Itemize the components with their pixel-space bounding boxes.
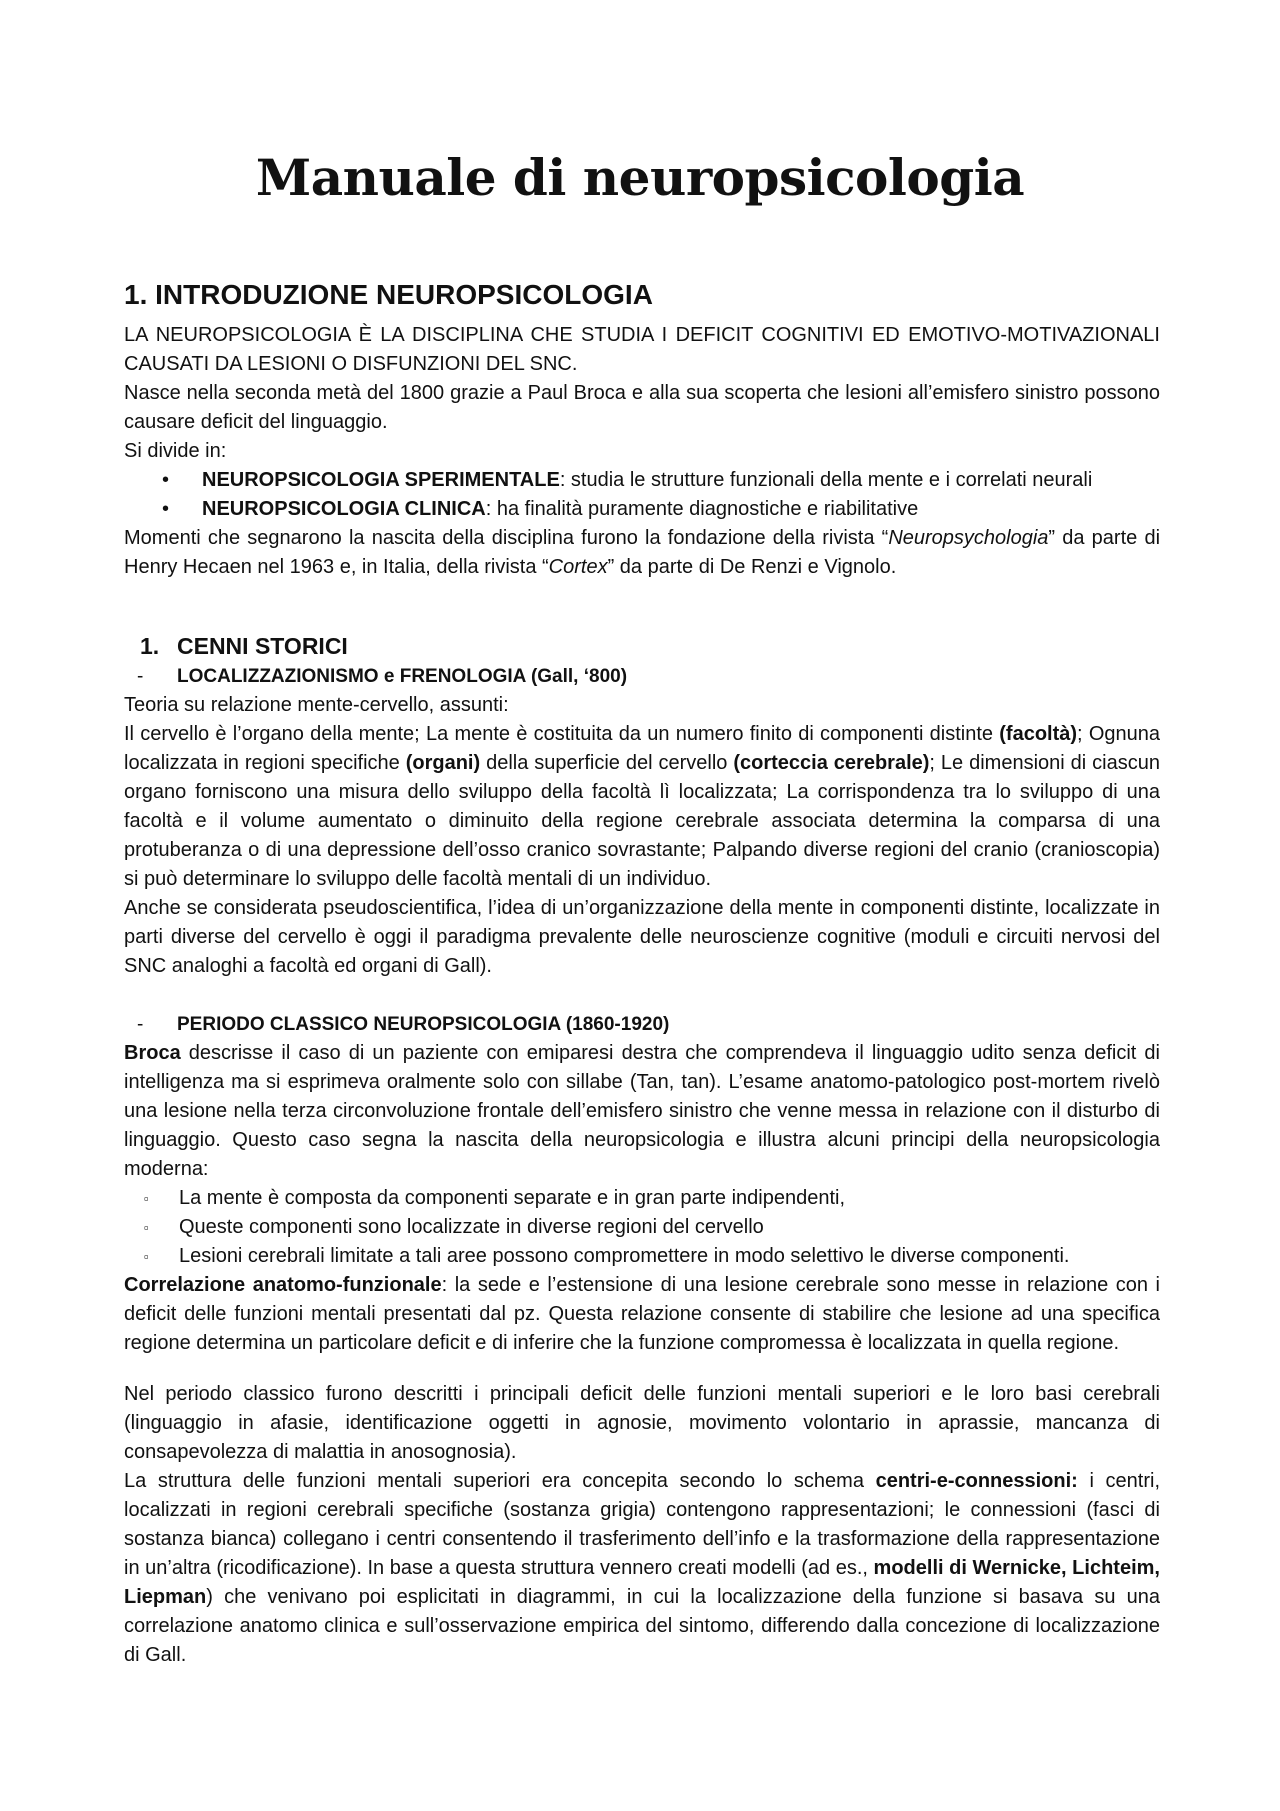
section-heading-introduzione: 1. INTRODUZIONE NEUROPSICOLOGIA xyxy=(124,279,653,310)
bullet-icon: • xyxy=(162,498,170,520)
divides-label: Si divide in: xyxy=(124,440,227,462)
list-item: ▫ Queste componenti sono localizzate in diverse regioni del cervello xyxy=(124,1213,1160,1242)
list-item xyxy=(124,466,1160,495)
journal-name: Neuropsychologia xyxy=(888,527,1049,549)
gall-assumptions-paragraph: Il cervello è l’organo della mente; La mente è costituita da un numero finito di componenti distinte (facoltà); Ognuna localizzata in regioni specifiche (organi) della superficie del cervello (corteccia cerebrale); Le dimensioni di ciascun organo forniscono una misura dello sviluppo della facoltà lì localizzata; La corrispondenza tra lo sviluppo di una facoltà e il volume aumentato o diminuito della regione cerebrale associata determina la comparsa di una protuberanza o di una depressione dell’osso cranico sovrastante; Palpando diverse regioni del cranio (cranioscopia) si può determinare lo sviluppo delle facoltà mentali di un individuo. xyxy=(124,723,1161,890)
branch-name: NEUROPSICOLOGIA SPERIMENTALE xyxy=(202,469,560,491)
principles-list xyxy=(124,1184,1160,1271)
subsection-heading-cenni-storici xyxy=(124,630,1160,662)
broca-paragraph: Broca descrisse il caso di un paziente con emiparesi destra che comprendeva il linguaggio udito senza deficit di intelligenza ma si esprimeva oralmente solo con sillabe (Tan, tan). L’esame anatomo-patologico post-mortem rivelò una lesione nella terza circonvoluzione frontale dell’emisfero sinistro che venne messa in relazione con il disturbo di linguaggio. Questo caso segna la nascita della neuropsicologia e illustra alcuni principi della neuropsicologia moderna: xyxy=(124,1042,1160,1180)
moments-paragraph: Momenti che segnarono la nascita della disciplina furono la fondazione della rivista “Neuropsychologia” da parte di Henry Hecaen nel 1963 e, in Italia, della rivista “Cortex” da parte di De Renzi e Vignolo. xyxy=(124,527,1161,578)
definition-paragraph: LA NEUROPSICOLOGIA È LA DISCIPLINA CHE STUDIA I DEFICIT COGNITIVI ED EMOTIVO-MOTIVAZIONALI CAUSATI DA LESIONI O DISFUNZIONI DEL SNC. xyxy=(124,324,1160,375)
topic-heading-periodo-classico: - PERIODO CLASSICO NEUROPSICOLOGIA (1860-1920) xyxy=(124,1010,1160,1039)
list-item xyxy=(124,495,1160,524)
classic-period-paragraph: Nel periodo classico furono descritti i principali deficit delle funzioni mentali superiori e le loro basi cerebrali (linguaggio in afasie, identificazione oggetti in agnosie, movimento volontario in aprassie, mancanza di consapevolezza di malattia in anosognosia). xyxy=(124,1383,1160,1463)
square-bullet-icon: ▫ xyxy=(144,1220,149,1235)
list-item: ▫ La mente è composta da componenti separate e in gran parte indipendenti, xyxy=(124,1184,1160,1213)
branch-description: : studia le strutture funzionali della mente e i correlati neurali xyxy=(559,469,1093,491)
journal-name: Cortex xyxy=(548,556,608,578)
structure-paragraph: La struttura delle funzioni mentali superiori era concepita secondo lo schema centri-e-connessioni: i centri, localizzati in regioni cerebrali specifiche (sostanza grigia) contengono rappresentazioni; le connessioni (fasci di sostanza bianca) collegano i centri consentendo il trasferimento dell’info e la trasformazione della rappresentazione in un’altra (ricodificazione). In base a questa struttura vennero creati modelli (ad es., modelli di Wernicke, Lichteim, Liepman) che venivano poi esplicitati in diagrammi, in cui la localizzazione della funzione si basava su una correlazione anatomo clinica e sull’osservazione empirica del sintomo, differendo dalla concezione di localizzazione di Gall. xyxy=(124,1470,1160,1666)
dash-icon: - xyxy=(137,1014,144,1035)
square-bullet-icon: ▫ xyxy=(144,1191,149,1206)
correlation-paragraph: Correlazione anatomo-funzionale: la sede e l’estensione di una lesione cerebrale sono messe in relazione con i deficit delle funzioni mentali presentati dal pz. Questa relazione consente di stabilire che lesione ad una specifica regione determina un particolare deficit e di inferire che la funzione compromessa è localizzata in quella regione. xyxy=(124,1274,1160,1354)
list-item: ▫ Lesioni cerebrali limitate a tali aree possono compromettere in modo selettivo le diverse componenti. xyxy=(124,1242,1160,1271)
branch-name: NEUROPSICOLOGIA CLINICA xyxy=(202,498,486,520)
subsection-title: CENNI STORICI xyxy=(177,633,348,659)
bullet-icon: • xyxy=(162,469,170,491)
dash-icon: - xyxy=(137,666,144,687)
topic-heading-localizzazionismo: - LOCALIZZAZIONISMO e FRENOLOGIA (Gall, ‘800) xyxy=(124,662,1160,691)
pseudoscience-paragraph: Anche se considerata pseudoscientifica, l’idea di un’organizzazione della mente in componenti distinte, localizzate in parti diverse del cervello è oggi il paradigma prevalente delle neuroscienze cognitive (moduli e circuiti nervosi del SNC analoghi a facoltà ed organi di Gall). xyxy=(124,897,1160,977)
branch-description: : ha finalità puramente diagnostiche e riabilitative xyxy=(485,498,919,520)
theory-intro: Teoria su relazione mente-cervello, assunti: xyxy=(124,694,509,716)
document-body xyxy=(124,275,1160,1670)
subsection-number: 1. xyxy=(140,633,160,659)
document-title: Manuale di neuropsicologia xyxy=(255,148,1025,207)
branches-list xyxy=(124,466,1160,524)
square-bullet-icon: ▫ xyxy=(144,1249,149,1264)
origin-paragraph: Nasce nella seconda metà del 1800 grazie a Paul Broca e alla sua scoperta che lesioni all’emisfero sinistro possono causare deficit del linguaggio. xyxy=(124,382,1160,433)
